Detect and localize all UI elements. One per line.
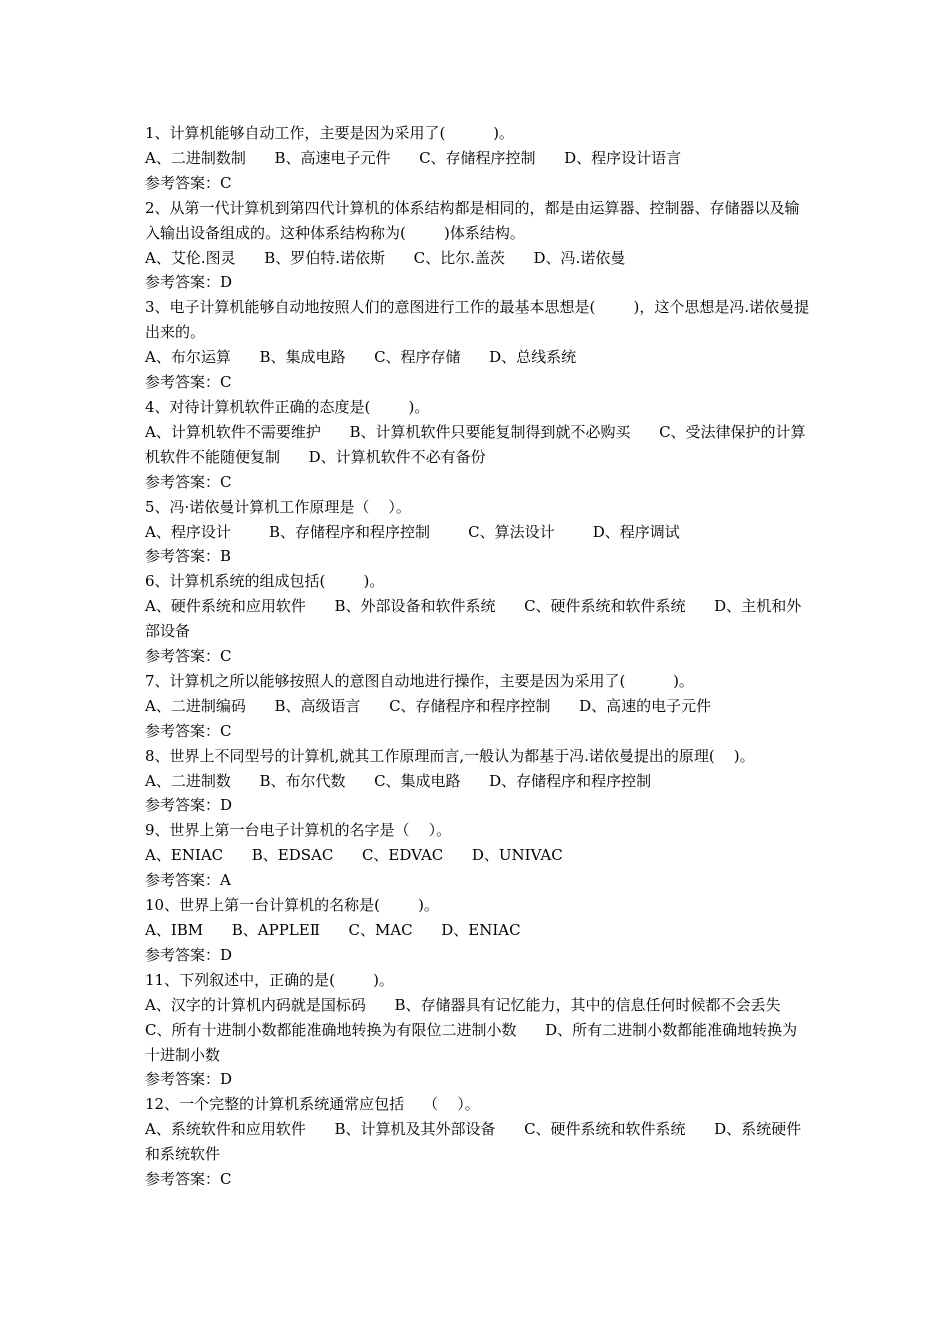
answer-line: 参考答案：C	[145, 721, 232, 740]
answer-line: 参考答案：C	[145, 1170, 232, 1189]
question-1	[145, 121, 810, 196]
question-12	[145, 1092, 810, 1192]
question-options: A、汉字的计算机内码就是国标码 B、存储器具有记忆能力，其中的信息任何时候都不会丢失 C、所有十进制小数都能准确地转换为有限位二进制小数 D、所有二进制小数都能准确地转换为十进制小数	[145, 995, 810, 1064]
question-5	[145, 495, 810, 570]
question-stem: 3、电子计算机能够自动地按照人们的意图进行工作的最基本思想是( )，这个思想是冯.诺依曼提出来的。	[145, 298, 810, 342]
question-options: A、ENIAC B、EDSAC C、EDVAC D、UNIVAC	[145, 846, 563, 865]
question-stem: 1、计算机能够自动工作，主要是因为采用了( )。	[145, 124, 514, 142]
question-options: A、计算机软件不需要维护 B、计算机软件只要能复制得到就不必购买 C、受法律保护的计算机软件不能随便复制 D、计算机软件不必有备份	[145, 422, 806, 466]
answer-line: 参考答案：C	[145, 647, 232, 666]
question-options: A、二进制数制 B、高速电子元件 C、存储程序控制 D、程序设计语言	[145, 148, 682, 167]
document-page	[145, 121, 810, 1192]
answer-line: 参考答案：D	[145, 273, 233, 292]
question-2	[145, 196, 810, 296]
question-options: A、硬件系统和应用软件 B、外部设备和软件系统 C、硬件系统和软件系统 D、主机和外部设备	[145, 597, 802, 641]
answer-line: 参考答案：B	[145, 547, 232, 566]
question-8	[145, 744, 810, 819]
question-stem: 4、对待计算机软件正确的态度是( )。	[145, 397, 430, 416]
question-options: A、程序设计 B、存储程序和程序控制 C、算法设计 D、程序调试	[145, 522, 680, 541]
question-7	[145, 669, 810, 744]
question-4	[145, 395, 810, 495]
question-stem: 8、世界上不同型号的计算机,就其工作原理而言,一般认为都基于冯.诺依曼提出的原理( )。	[145, 746, 755, 765]
answer-line: 参考答案：D	[145, 1070, 233, 1089]
question-options: A、二进制编码 B、高级语言 C、存储程序和程序控制 D、高速的电子元件	[145, 696, 712, 715]
question-6	[145, 569, 810, 669]
question-stem: 11、下列叙述中，正确的是( )。	[145, 970, 394, 989]
question-10	[145, 893, 810, 968]
question-options: A、艾伦.图灵 B、罗伯特.诺依斯 C、比尔.盖茨 D、冯.诺依曼	[145, 248, 626, 267]
question-options: A、系统软件和应用软件 B、计算机及其外部设备 C、硬件系统和软件系统 D、系统硬件和系统软件	[145, 1120, 802, 1164]
question-stem: 7、计算机之所以能够按照人的意图自动地进行操作，主要是因为采用了( )。	[145, 671, 694, 690]
answer-line: 参考答案：C	[145, 472, 232, 491]
question-3	[145, 295, 810, 395]
question-options: A、IBM B、APPLEⅡ C、MAC D、ENIAC	[145, 921, 521, 939]
question-stem: 12、一个完整的计算机系统通常应包括 （ ）。	[145, 1095, 480, 1114]
question-stem: 2、从第一代计算机到第四代计算机的体系结构都是相同的，都是由运算器、控制器、存储器以及输入输出设备组成的。这种体系结构称为( )体系结构。	[145, 198, 800, 242]
answer-line: 参考答案：A	[145, 871, 231, 890]
question-stem: 9、世界上第一台电子计算机的名字是（ ）。	[145, 821, 452, 840]
question-options: A、布尔运算 B、集成电路 C、程序存储 D、总线系统	[145, 348, 577, 367]
answer-line: 参考答案：D	[145, 796, 233, 815]
answer-line: 参考答案：C	[145, 373, 232, 392]
question-stem: 10、世界上第一台计算机的名称是( )。	[145, 896, 439, 915]
question-stem: 6、计算机系统的组成包括( )。	[145, 572, 385, 591]
question-stem: 5、冯·诺依曼计算机工作原理是（ ）。	[145, 497, 411, 516]
question-9	[145, 818, 810, 893]
question-options: A、二进制数 B、布尔代数 C、集成电路 D、存储程序和程序控制	[145, 771, 652, 790]
answer-line: 参考答案：D	[145, 945, 233, 964]
answer-line: 参考答案：C	[145, 173, 232, 192]
question-11	[145, 968, 810, 1093]
